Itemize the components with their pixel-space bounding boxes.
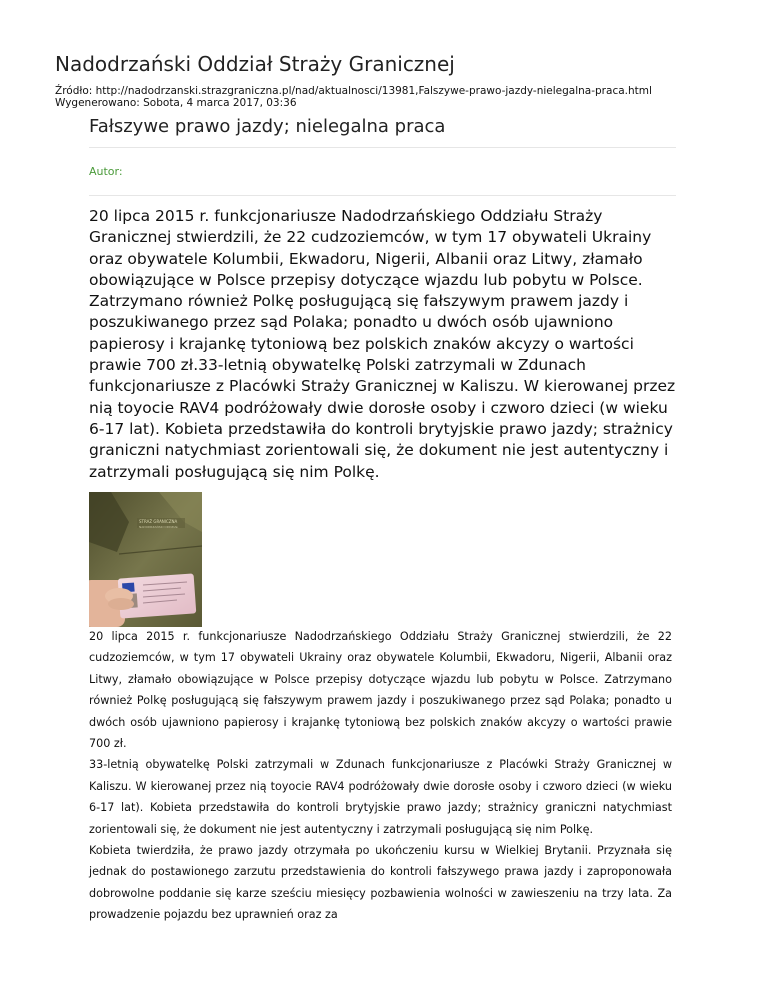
divider-bottom [89, 195, 676, 196]
body-paragraph: 33-letnią obywatelkę Polski zatrzymali w Zdunach funkcjonariusze z Placówki Straży Granicznej w Kaliszu. W kierowanej przez nią toyocie RAV4 podróżowały dwie dorosłe osoby i czworo dzieci (w wieku 6-17 lat). Kobieta przedstawiła do kontroli brytyjskie prawo jazdy; strażnicy graniczni natychmiast zorientowali się, że dokument nie jest autentyczny i zatrzymali posługującą się nim Polkę. [89, 758, 672, 836]
site-title: Nadodrzański Oddział Straży Granicznej [55, 52, 455, 76]
divider-top [89, 147, 676, 148]
body-paragraph: 20 lipca 2015 r. funkcjonariusze Nadodrzańskiego Oddziału Straży Granicznej stwierdzili, że 22 cudzoziemców, w tym 17 obywateli Ukrainy oraz obywatele Kolumbii, Ekwadoru, Nigerii, Albanii oraz Litwy, złamało obowiązujące w Polsce przepisy dotyczące wjazdu lub pobytu w Polsce. Zatrzymano również Polkę posługującą się fałszywym prawem jazdy i poszukiwanego przez sąd Polaka; ponadto u dwóch osób ujawniono papierosy i krajankę tytoniową bez polskich znaków akcyzy o wartości prawie 700 zł. [89, 630, 672, 751]
article-photo [89, 492, 202, 627]
article-body [89, 626, 672, 926]
uniform-license-photo [89, 492, 202, 627]
document-meta [55, 85, 652, 109]
photo-text-line2: NADODRZAŃSKI ODDZIAŁ [139, 525, 179, 529]
article-title: Fałszywe prawo jazdy; nielegalna praca [89, 116, 446, 137]
generated-line: Wygenerowano: Sobota, 4 marca 2017, 03:36 [55, 97, 297, 109]
author-label: Autor: [89, 165, 123, 178]
photo-text-line1: STRAŻ GRANICZNA [139, 519, 178, 524]
body-paragraph: Kobieta twierdziła, że prawo jazdy otrzymała po ukończeniu kursu w Wielkiej Brytanii. Przyznała się jednak do postawionego zarzutu przedstawienia do kontroli fałszywego prawa jazdy i zaproponowała dobrowolne poddanie się karze sześciu miesięcy pozbawienia wolności w zawieszeniu na trzy lata. Za prowadzenie pojazdu bez uprawnień oraz za [89, 844, 672, 922]
source-line: Źródło: http://nadodrzanski.strazgraniczna.pl/nad/aktualnosci/13981,Falszywe-prawo-jazdy-nielegalna-praca.html [55, 85, 652, 97]
article-lead: 20 lipca 2015 r. funkcjonariusze Nadodrzańskiego Oddziału Straży Granicznej stwierdzili, że 22 cudzoziemców, w tym 17 obywateli Ukrainy oraz obywatele Kolumbii, Ekwadoru, Nigerii, Albanii oraz Litwy, złamało obowiązujące w Polsce przepisy dotyczące wjazdu lub pobytu w Polsce. Zatrzymano również Polkę posługującą się fałszywym prawem jazdy i poszukiwanego przez sąd Polaka; ponadto u dwóch osób ujawniono papierosy i krajankę tytoniową bez polskich znaków akcyzy o wartości prawie 700 zł.33-letnią obywatelkę Polski zatrzymali w Zdunach funkcjonariusze z Placówki Straży Granicznej w Kaliszu. W kierowanej przez nią toyocie RAV4 podróżowały dwie dorosłe osoby i czworo dzieci (w wieku 6-17 lat). Kobieta przedstawiła do kontroli brytyjskie prawo jazdy; strażnicy graniczni natychmiast zorientowali się, że dokument nie jest autentyczny i zatrzymali posługującą się nim Polkę. [89, 207, 676, 481]
